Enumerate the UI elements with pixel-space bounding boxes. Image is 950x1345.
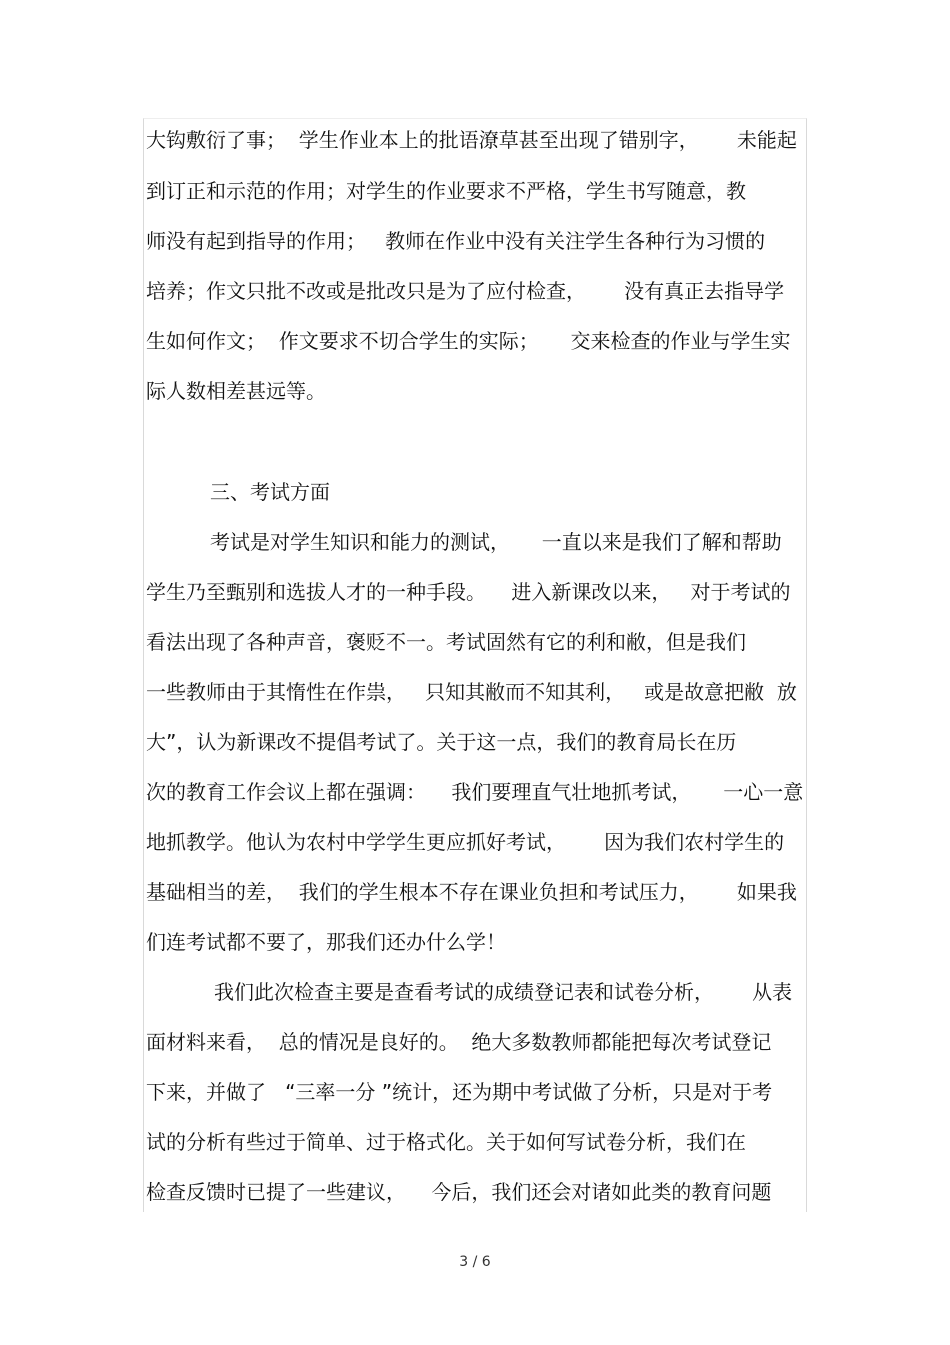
text-line: 次的教育工作会议上都在强调： 我们要理直气壮地抓考试， 一心一意: [146, 780, 804, 804]
text-line: 一些教师由于其惰性在作祟， 只知其敝而不知其利， 或是故意把敝 放: [146, 680, 797, 704]
text-line: 面材料来看， 总的情况是良好的。 绝大多数教师都能把每次考试登记: [146, 1030, 772, 1054]
text-line: 看法出现了各种声音，褒贬不一。考试固然有它的利和敝，但是我们: [146, 630, 746, 654]
text-line: 检查反馈时已提了一些建议， 今后，我们还会对诸如此类的教育问题: [146, 1180, 772, 1204]
paragraph-first-line: 我们此次检查主要是查看考试的成绩登记表和试卷分析， 从表: [214, 980, 793, 1004]
text-line: 学生乃至甄别和选拔人才的一种手段。 进入新课改以来， 对于考试的: [146, 580, 791, 604]
text-line: 培养；作文只批不改或是批改只是为了应付检查， 没有真正去指导学: [146, 279, 785, 303]
text-line: 们连考试都不要了，那我们还办什么学！: [146, 930, 506, 954]
text-line: 基础相当的差， 我们的学生根本不存在课业负担和考试压力， 如果我: [146, 880, 797, 904]
text-line: 师没有起到指导的作用； 教师在作业中没有关注学生各种行为习惯的: [146, 229, 766, 253]
text-line: 大”，认为新课改不提倡考试了。关于这一点，我们的教育局长在历: [146, 730, 737, 754]
paragraph-first-line: 考试是对学生知识和能力的测试， 一直以来是我们了解和帮助: [210, 530, 782, 554]
text-line: 下来，并做了 “三率一分 ”统计，还为期中考试做了分析，只是对于考: [146, 1080, 773, 1104]
text-line: 生如何作文； 作文要求不切合学生的实际； 交来检查的作业与学生实: [146, 329, 791, 353]
section-heading: 三、考试方面: [210, 480, 330, 504]
text-line: 地抓教学。他认为农村中学学生更应抓好考试， 因为我们农村学生的: [146, 830, 785, 854]
text-line: 大钩敷衍了事； 学生作业本上的批语潦草甚至出现了错别字， 未能起: [146, 128, 797, 152]
text-line: 际人数相差甚远等。: [146, 379, 326, 403]
text-line: 试的分析有些过于简单、过于格式化。关于如何写试卷分析，我们在: [146, 1130, 746, 1154]
page-number: 3 / 6: [459, 1254, 491, 1270]
text-line: 到订正和示范的作用；对学生的作业要求不严格，学生书写随意，教: [146, 179, 746, 203]
